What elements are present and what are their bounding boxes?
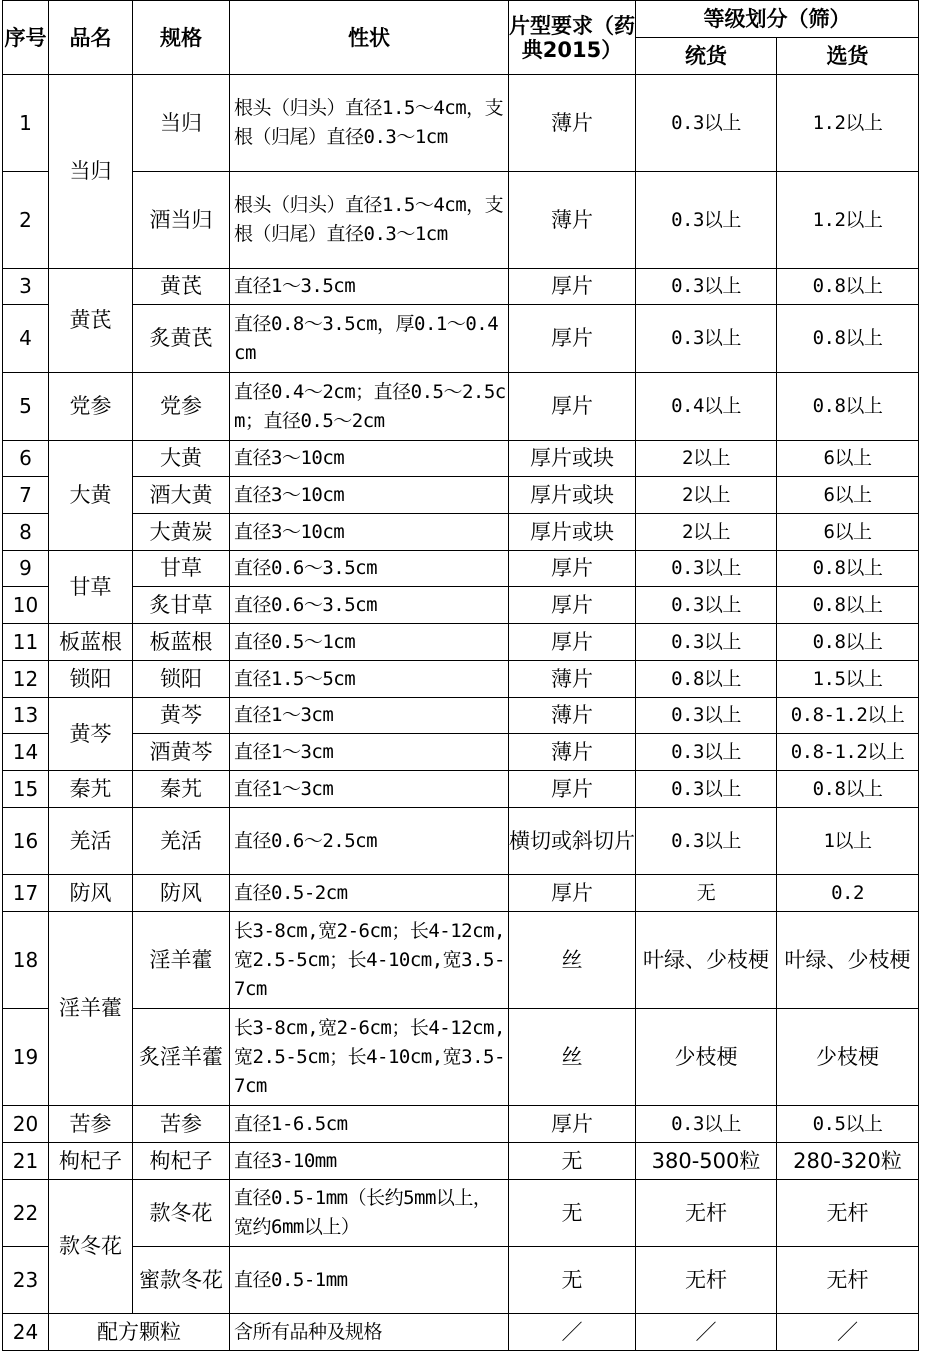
header-row: [3, 1, 919, 38]
general-grade-cell: 无杆: [636, 1180, 777, 1247]
seq-cell: 18: [3, 912, 49, 1009]
table-row: [3, 1143, 919, 1180]
select-grade-cell: 0.8以上: [777, 269, 919, 305]
spec-cell: 炙淫羊藿: [133, 1009, 230, 1106]
table-row: [3, 269, 919, 305]
seq-cell: 13: [3, 698, 49, 734]
general-grade-cell: 叶绿、少枝梗: [636, 912, 777, 1009]
table-row: [3, 698, 919, 734]
select-grade-cell: 0.8以上: [777, 551, 919, 587]
general-grade-cell: 0.3以上: [636, 1106, 777, 1143]
product-cell: 大黄: [49, 441, 133, 551]
character-cell: 直径0.5-1mm: [230, 1247, 509, 1314]
table-row: [3, 1247, 919, 1314]
character-cell: 直径0.5～1cm: [230, 624, 509, 661]
character-cell: 直径3～10cm: [230, 514, 509, 551]
character-cell: 含所有品种及规格: [230, 1314, 509, 1351]
seq-cell: 10: [3, 587, 49, 624]
table-row: [3, 661, 919, 698]
header-grade-general: 统货: [636, 38, 777, 75]
general-grade-cell: 0.3以上: [636, 75, 777, 172]
seq-cell: 24: [3, 1314, 49, 1351]
character-cell: 根头（归头）直径1.5～4cm，支根（归尾）直径0.3～1cm: [230, 75, 509, 172]
select-grade-cell: 0.8以上: [777, 305, 919, 373]
slice-cell: 厚片: [509, 373, 636, 441]
general-grade-cell: 少枝梗: [636, 1009, 777, 1106]
seq-cell: 15: [3, 771, 49, 808]
select-grade-cell: 0.8以上: [777, 373, 919, 441]
select-grade-cell: 0.8以上: [777, 771, 919, 808]
slice-cell: 薄片: [509, 172, 636, 269]
table-row: [3, 624, 919, 661]
header-product: 品名: [49, 1, 133, 75]
spec-cell: 大黄: [133, 441, 230, 477]
table-row: [3, 373, 919, 441]
select-grade-cell: 0.8-1.2以上: [777, 734, 919, 771]
select-grade-cell: ／: [777, 1314, 919, 1351]
general-grade-cell: 0.3以上: [636, 587, 777, 624]
general-grade-cell: 2以上: [636, 514, 777, 551]
character-cell: 直径0.6～2.5cm: [230, 808, 509, 875]
general-grade-cell: 0.3以上: [636, 269, 777, 305]
slice-cell: 厚片: [509, 587, 636, 624]
header-grade-select: 选货: [777, 38, 919, 75]
spec-cell: 苦参: [133, 1106, 230, 1143]
select-grade-cell: 叶绿、少枝梗: [777, 912, 919, 1009]
table-row: [3, 551, 919, 587]
table-row: [3, 771, 919, 808]
character-cell: 直径1～3.5cm: [230, 269, 509, 305]
select-grade-cell: 6以上: [777, 441, 919, 477]
slice-cell: 薄片: [509, 698, 636, 734]
character-cell: 长3-8cm,宽2-6cm；长4-12cm,宽2.5-5cm；长4-10cm,宽3.5-7cm: [230, 1009, 509, 1106]
seq-cell: 5: [3, 373, 49, 441]
spec-cell: 锁阳: [133, 661, 230, 698]
spec-cell: 党参: [133, 373, 230, 441]
slice-cell: 厚片: [509, 624, 636, 661]
header-seq: 序号: [3, 1, 49, 75]
table-row: [3, 1314, 919, 1351]
spec-cell: 款冬花: [133, 1180, 230, 1247]
spec-cell: 酒当归: [133, 172, 230, 269]
seq-cell: 23: [3, 1247, 49, 1314]
general-grade-cell: 0.3以上: [636, 734, 777, 771]
slice-cell: 厚片: [509, 875, 636, 912]
general-grade-cell: 2以上: [636, 441, 777, 477]
select-grade-cell: 少枝梗: [777, 1009, 919, 1106]
general-grade-cell: 380-500粒: [636, 1143, 777, 1180]
product-cell: 锁阳: [49, 661, 133, 698]
product-cell: 防风: [49, 875, 133, 912]
slice-cell: 厚片: [509, 551, 636, 587]
table-row: [3, 305, 919, 373]
seq-cell: 4: [3, 305, 49, 373]
table-row: [3, 1009, 919, 1106]
seq-cell: 2: [3, 172, 49, 269]
product-cell: 淫羊藿: [49, 912, 133, 1106]
seq-cell: 19: [3, 1009, 49, 1106]
select-grade-cell: 6以上: [777, 477, 919, 514]
table-row: [3, 514, 919, 551]
product-cell: 苦参: [49, 1106, 133, 1143]
seq-cell: 14: [3, 734, 49, 771]
spec-cell: 酒黄芩: [133, 734, 230, 771]
header-character: 性状: [230, 1, 509, 75]
character-cell: 直径3～10cm: [230, 441, 509, 477]
slice-cell: 薄片: [509, 75, 636, 172]
select-grade-cell: 280-320粒: [777, 1143, 919, 1180]
select-grade-cell: 0.8以上: [777, 587, 919, 624]
character-cell: 长3-8cm,宽2-6cm；长4-12cm,宽2.5-5cm；长4-10cm,宽3.5-7cm: [230, 912, 509, 1009]
table-row: [3, 875, 919, 912]
spec-cell: 板蓝根: [133, 624, 230, 661]
select-grade-cell: 0.2: [777, 875, 919, 912]
slice-cell: 厚片或块: [509, 477, 636, 514]
spec-cell: 甘草: [133, 551, 230, 587]
product-cell: 黄芪: [49, 269, 133, 373]
slice-cell: 厚片或块: [509, 514, 636, 551]
character-cell: 直径0.8～3.5cm，厚0.1～0.4cm: [230, 305, 509, 373]
select-grade-cell: 0.8-1.2以上: [777, 698, 919, 734]
spec-cell: 酒大黄: [133, 477, 230, 514]
table-row: [3, 808, 919, 875]
spec-cell: 当归: [133, 75, 230, 172]
character-cell: 直径0.5-1mm（长约5mm以上，宽约6mm以上）: [230, 1180, 509, 1247]
select-grade-cell: 1.2以上: [777, 75, 919, 172]
select-grade-cell: 1.2以上: [777, 172, 919, 269]
spec-cell: 秦艽: [133, 771, 230, 808]
slice-cell: 无: [509, 1143, 636, 1180]
seq-cell: 11: [3, 624, 49, 661]
product-cell: 配方颗粒: [49, 1314, 230, 1351]
seq-cell: 8: [3, 514, 49, 551]
select-grade-cell: 1.5以上: [777, 661, 919, 698]
select-grade-cell: 1以上: [777, 808, 919, 875]
spec-cell: 防风: [133, 875, 230, 912]
seq-cell: 16: [3, 808, 49, 875]
character-cell: 直径3～10cm: [230, 477, 509, 514]
header-slice-type: 片型要求（药典2015）: [509, 1, 636, 75]
table-row: [3, 441, 919, 477]
seq-cell: 17: [3, 875, 49, 912]
select-grade-cell: 6以上: [777, 514, 919, 551]
slice-cell: 无: [509, 1247, 636, 1314]
seq-cell: 9: [3, 551, 49, 587]
character-cell: 直径1～3cm: [230, 771, 509, 808]
seq-cell: 1: [3, 75, 49, 172]
character-cell: 直径0.4～2cm；直径0.5～2.5cm；直径0.5～2cm: [230, 373, 509, 441]
character-cell: 直径3-10mm: [230, 1143, 509, 1180]
grade-table: [2, 0, 919, 1351]
general-grade-cell: 0.8以上: [636, 661, 777, 698]
spec-cell: 羌活: [133, 808, 230, 875]
general-grade-cell: 无: [636, 875, 777, 912]
spec-cell: 蜜款冬花: [133, 1247, 230, 1314]
character-cell: 直径1～3cm: [230, 698, 509, 734]
product-cell: 板蓝根: [49, 624, 133, 661]
slice-cell: 无: [509, 1180, 636, 1247]
table-row: [3, 734, 919, 771]
table-row: [3, 1180, 919, 1247]
spec-cell: 黄芩: [133, 698, 230, 734]
product-cell: 黄芩: [49, 698, 133, 771]
product-cell: 秦艽: [49, 771, 133, 808]
product-cell: 羌活: [49, 808, 133, 875]
seq-cell: 22: [3, 1180, 49, 1247]
slice-cell: 厚片或块: [509, 441, 636, 477]
slice-cell: 丝: [509, 1009, 636, 1106]
slice-cell: 厚片: [509, 771, 636, 808]
character-cell: 直径0.5-2cm: [230, 875, 509, 912]
general-grade-cell: 0.3以上: [636, 771, 777, 808]
general-grade-cell: ／: [636, 1314, 777, 1351]
header-grade-group: 等级划分（筛）: [636, 1, 919, 38]
table-row: [3, 172, 919, 269]
slice-cell: 丝: [509, 912, 636, 1009]
general-grade-cell: 0.3以上: [636, 624, 777, 661]
seq-cell: 21: [3, 1143, 49, 1180]
slice-cell: ／: [509, 1314, 636, 1351]
spec-cell: 淫羊藿: [133, 912, 230, 1009]
seq-cell: 6: [3, 441, 49, 477]
spec-cell: 枸杞子: [133, 1143, 230, 1180]
character-cell: 直径0.6～3.5cm: [230, 587, 509, 624]
product-cell: 枸杞子: [49, 1143, 133, 1180]
product-cell: 当归: [49, 75, 133, 269]
seq-cell: 12: [3, 661, 49, 698]
table-row: [3, 75, 919, 172]
select-grade-cell: 无杆: [777, 1180, 919, 1247]
spec-cell: 炙甘草: [133, 587, 230, 624]
slice-cell: 厚片: [509, 1106, 636, 1143]
general-grade-cell: 0.3以上: [636, 172, 777, 269]
general-grade-cell: 0.3以上: [636, 305, 777, 373]
general-grade-cell: 无杆: [636, 1247, 777, 1314]
character-cell: 直径1～3cm: [230, 734, 509, 771]
slice-cell: 薄片: [509, 661, 636, 698]
seq-cell: 20: [3, 1106, 49, 1143]
table-row: [3, 1106, 919, 1143]
spec-cell: 黄芪: [133, 269, 230, 305]
general-grade-cell: 0.3以上: [636, 698, 777, 734]
header-spec: 规格: [133, 1, 230, 75]
table-row: [3, 477, 919, 514]
select-grade-cell: 0.5以上: [777, 1106, 919, 1143]
product-cell: 甘草: [49, 551, 133, 624]
character-cell: 根头（归头）直径1.5～4cm，支根（归尾）直径0.3～1cm: [230, 172, 509, 269]
table-row: [3, 587, 919, 624]
general-grade-cell: 2以上: [636, 477, 777, 514]
general-grade-cell: 0.3以上: [636, 808, 777, 875]
select-grade-cell: 无杆: [777, 1247, 919, 1314]
character-cell: 直径1-6.5cm: [230, 1106, 509, 1143]
slice-cell: 厚片: [509, 269, 636, 305]
slice-cell: 厚片: [509, 305, 636, 373]
slice-cell: 横切或斜切片: [509, 808, 636, 875]
spec-cell: 大黄炭: [133, 514, 230, 551]
spec-cell: 炙黄芪: [133, 305, 230, 373]
character-cell: 直径1.5～5cm: [230, 661, 509, 698]
character-cell: 直径0.6～3.5cm: [230, 551, 509, 587]
product-cell: 党参: [49, 373, 133, 441]
table-row: [3, 912, 919, 1009]
select-grade-cell: 0.8以上: [777, 624, 919, 661]
general-grade-cell: 0.4以上: [636, 373, 777, 441]
seq-cell: 7: [3, 477, 49, 514]
product-cell: 款冬花: [49, 1180, 133, 1314]
slice-cell: 薄片: [509, 734, 636, 771]
seq-cell: 3: [3, 269, 49, 305]
general-grade-cell: 0.3以上: [636, 551, 777, 587]
